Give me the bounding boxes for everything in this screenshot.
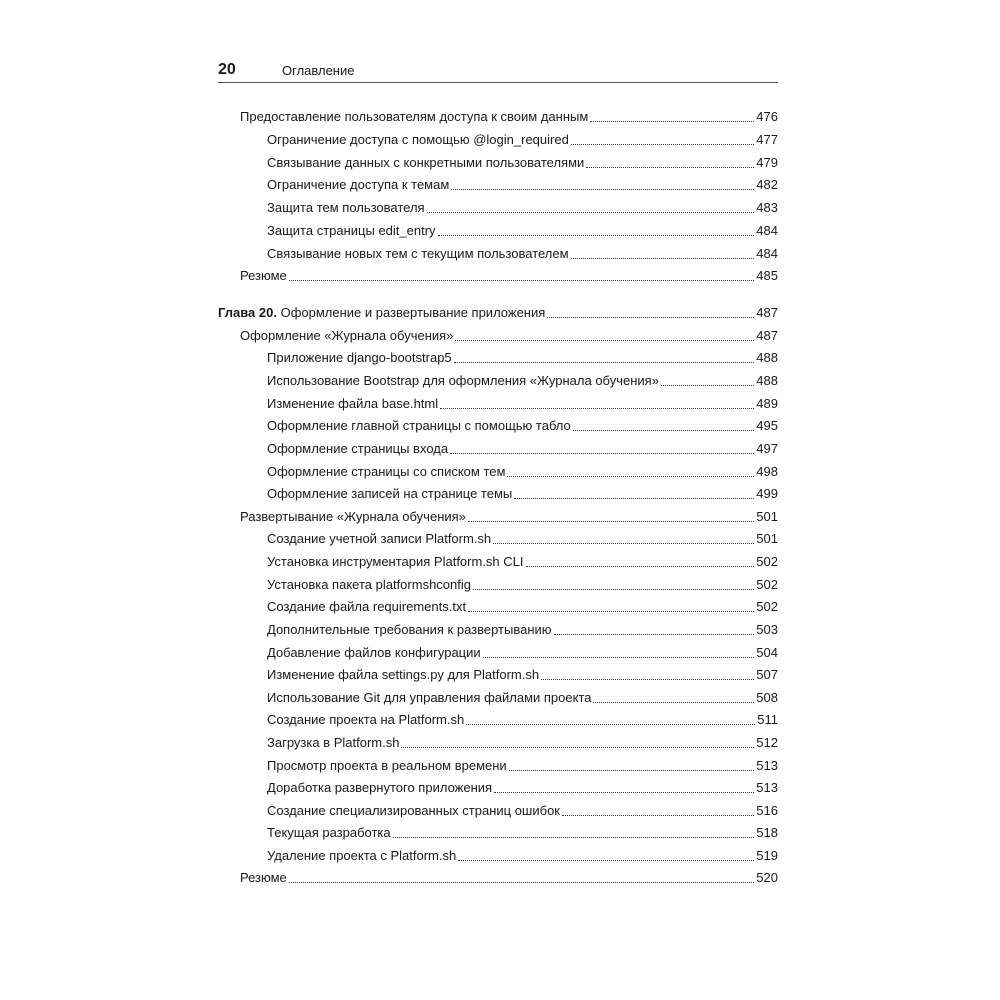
toc-entry-page: 476 [756, 109, 778, 124]
toc-entry [267, 417, 778, 435]
toc-entry-text: Оформление «Журнала обучения» [240, 328, 454, 343]
toc-entry [267, 463, 778, 481]
toc-entry-page: 487 [756, 328, 778, 343]
dot-leader [393, 837, 755, 838]
toc-entry-page: 508 [756, 690, 778, 705]
toc-entry-page: 501 [756, 531, 778, 546]
dot-leader [541, 679, 754, 680]
toc-entry-page: 502 [756, 599, 778, 614]
toc-entry [240, 869, 778, 887]
toc-entry [267, 440, 778, 458]
toc-entry-text: Загрузка в Platform.sh [267, 735, 400, 750]
toc-entry [267, 802, 778, 820]
toc-entry-text: Предоставление пользователям доступа к своим данным [240, 109, 589, 124]
toc-entry [267, 485, 778, 503]
toc-entry-page: 488 [756, 350, 778, 365]
dot-leader [590, 121, 754, 122]
toc-entry-page: 489 [756, 396, 778, 411]
toc-entry-text: Оформление страницы со списком тем [267, 464, 506, 479]
toc-entry-text: Текущая разработка [267, 825, 391, 840]
dot-leader [454, 362, 755, 363]
toc-entry-page: 499 [756, 486, 778, 501]
dot-leader [586, 167, 754, 168]
running-title: Оглавление [282, 63, 355, 78]
toc-entry-page: 507 [756, 667, 778, 682]
chapter-label: Глава 20. [218, 305, 277, 320]
dot-leader [593, 702, 754, 703]
toc-entry [267, 154, 778, 172]
dot-leader [450, 453, 754, 454]
toc-entry-text: Резюме [240, 268, 287, 283]
chapter-title: Оформление и развертывание приложения [280, 305, 546, 320]
toc-entry-page: 520 [756, 870, 778, 885]
dot-leader [401, 747, 754, 748]
toc-entry [267, 847, 778, 865]
toc-entry-page: 482 [756, 177, 778, 192]
toc-entry-text: Связывание данных с конкретными пользователями [267, 155, 585, 170]
toc-entry-page: 519 [756, 848, 778, 863]
toc-entry-page: 512 [756, 735, 778, 750]
toc-entry [267, 530, 778, 548]
toc-entry-text: Резюме [240, 870, 287, 885]
toc-entry-page: 502 [756, 577, 778, 592]
toc-entry [267, 245, 778, 263]
toc-entry-page: 502 [756, 554, 778, 569]
dot-leader [494, 792, 754, 793]
toc-entry-page: 513 [756, 758, 778, 773]
toc-entry-text: Доработка развернутого приложения [267, 780, 493, 795]
toc-entry-page: 516 [756, 803, 778, 818]
toc-entry-text: Изменение файла base.html [267, 396, 439, 411]
toc-entry-text: Развертывание «Журнала обучения» [240, 509, 466, 524]
toc-entry-text: Использование Bootstrap для оформления «Журнала обучения» [267, 373, 659, 388]
toc-entry [267, 176, 778, 194]
toc-entry-text: Оформление страницы входа [267, 441, 449, 456]
toc-entry-page: 483 [756, 200, 778, 215]
toc-entry [267, 621, 778, 639]
toc-entry [267, 372, 778, 390]
toc-entry-page: 513 [756, 780, 778, 795]
toc-entry-page: 518 [756, 825, 778, 840]
toc-entry-page: 498 [756, 464, 778, 479]
toc-entry-text: Создание файла requirements.txt [267, 599, 467, 614]
toc-entry [267, 666, 778, 684]
page-number: 20 [218, 61, 236, 78]
toc-chapter-entry [218, 304, 778, 322]
dot-leader [509, 770, 755, 771]
dot-leader [427, 212, 755, 213]
toc-entry-text: Ограничение доступа к темам [267, 177, 450, 192]
toc-entry [267, 757, 778, 775]
toc-entry-text: Изменение файла settings.py для Platform.sh [267, 667, 540, 682]
toc-entry-page: 503 [756, 622, 778, 637]
dot-leader [547, 317, 754, 318]
dot-leader [483, 657, 755, 658]
dot-leader [514, 498, 754, 499]
dot-leader [289, 882, 755, 883]
dot-leader [451, 189, 754, 190]
toc-entry-text: Защита тем пользователя [267, 200, 425, 215]
dot-leader [554, 634, 755, 635]
toc-entry-text: Установка пакета platformshconfig [267, 577, 471, 592]
toc-entry-text: Создание проекта на Platform.sh [267, 712, 465, 727]
toc-entry-page: 485 [756, 268, 778, 283]
toc-entry [267, 779, 778, 797]
toc-entry [267, 824, 778, 842]
toc-entry [240, 508, 778, 526]
toc-entry-text: Создание специализированных страниц ошибок [267, 803, 560, 818]
toc-entry-text: Оформление записей на странице темы [267, 486, 513, 501]
toc-entry [240, 108, 778, 126]
toc-entry-page: 504 [756, 645, 778, 660]
toc-entry [267, 644, 778, 662]
dot-leader [438, 235, 755, 236]
toc-entry-text: Связывание новых тем с текущим пользователем [267, 246, 569, 261]
toc-entry-page: 477 [756, 132, 778, 147]
dot-leader [455, 340, 754, 341]
toc-entry-text: Создание учетной записи Platform.sh [267, 531, 492, 546]
toc-entry [267, 222, 778, 240]
toc-entry [267, 553, 778, 571]
toc-entry [267, 395, 778, 413]
toc-entry [267, 349, 778, 367]
dot-leader [468, 611, 754, 612]
dot-leader [507, 476, 754, 477]
dot-leader [562, 815, 754, 816]
toc-entry-page: 495 [756, 418, 778, 433]
dot-leader [571, 258, 755, 259]
toc-entry [267, 734, 778, 752]
dot-leader [573, 430, 755, 431]
dot-leader [440, 408, 754, 409]
dot-leader [493, 543, 754, 544]
toc-entry [267, 131, 778, 149]
toc-entry-text [218, 304, 545, 322]
toc-entry-page: 487 [756, 305, 778, 320]
toc-entry-text: Использование Git для управления файлами проекта [267, 690, 592, 705]
toc-entry [267, 576, 778, 594]
dot-leader [526, 566, 755, 567]
toc-entry-text: Установка инструментария Platform.sh CLI [267, 554, 524, 569]
toc-entry-text: Добавление файлов конфигурации [267, 645, 481, 660]
toc-entry-text: Удаление проекта с Platform.sh [267, 848, 457, 863]
dot-leader [289, 280, 755, 281]
toc-entry-page: 501 [756, 509, 778, 524]
toc-entry-page: 488 [756, 373, 778, 388]
dot-leader [468, 521, 754, 522]
toc-entry-page: 497 [756, 441, 778, 456]
toc-entry [267, 199, 778, 217]
toc-entry [267, 598, 778, 616]
toc-entry-page: 484 [756, 246, 778, 261]
toc-entry-text: Приложение django-bootstrap5 [267, 350, 452, 365]
toc-entry [240, 327, 778, 345]
dot-leader [466, 724, 755, 725]
toc-entry-text: Защита страницы edit_entry [267, 223, 436, 238]
toc-entry-text: Дополнительные требования к развертыванию [267, 622, 552, 637]
toc-entry-text: Просмотр проекта в реальном времени [267, 758, 507, 773]
dot-leader [473, 589, 754, 590]
dot-leader [458, 860, 754, 861]
toc-entry-page: 479 [756, 155, 778, 170]
toc-entry [267, 689, 778, 707]
toc-entry-text: Ограничение доступа с помощью @login_required [267, 132, 569, 147]
toc-entry-text: Оформление главной страницы с помощью табло [267, 418, 571, 433]
toc-entry [240, 267, 778, 285]
toc-entry-page: 484 [756, 223, 778, 238]
dot-leader [571, 144, 754, 145]
dot-leader [661, 385, 754, 386]
toc-entry [267, 711, 778, 729]
toc-entry-page: 511 [757, 712, 778, 727]
